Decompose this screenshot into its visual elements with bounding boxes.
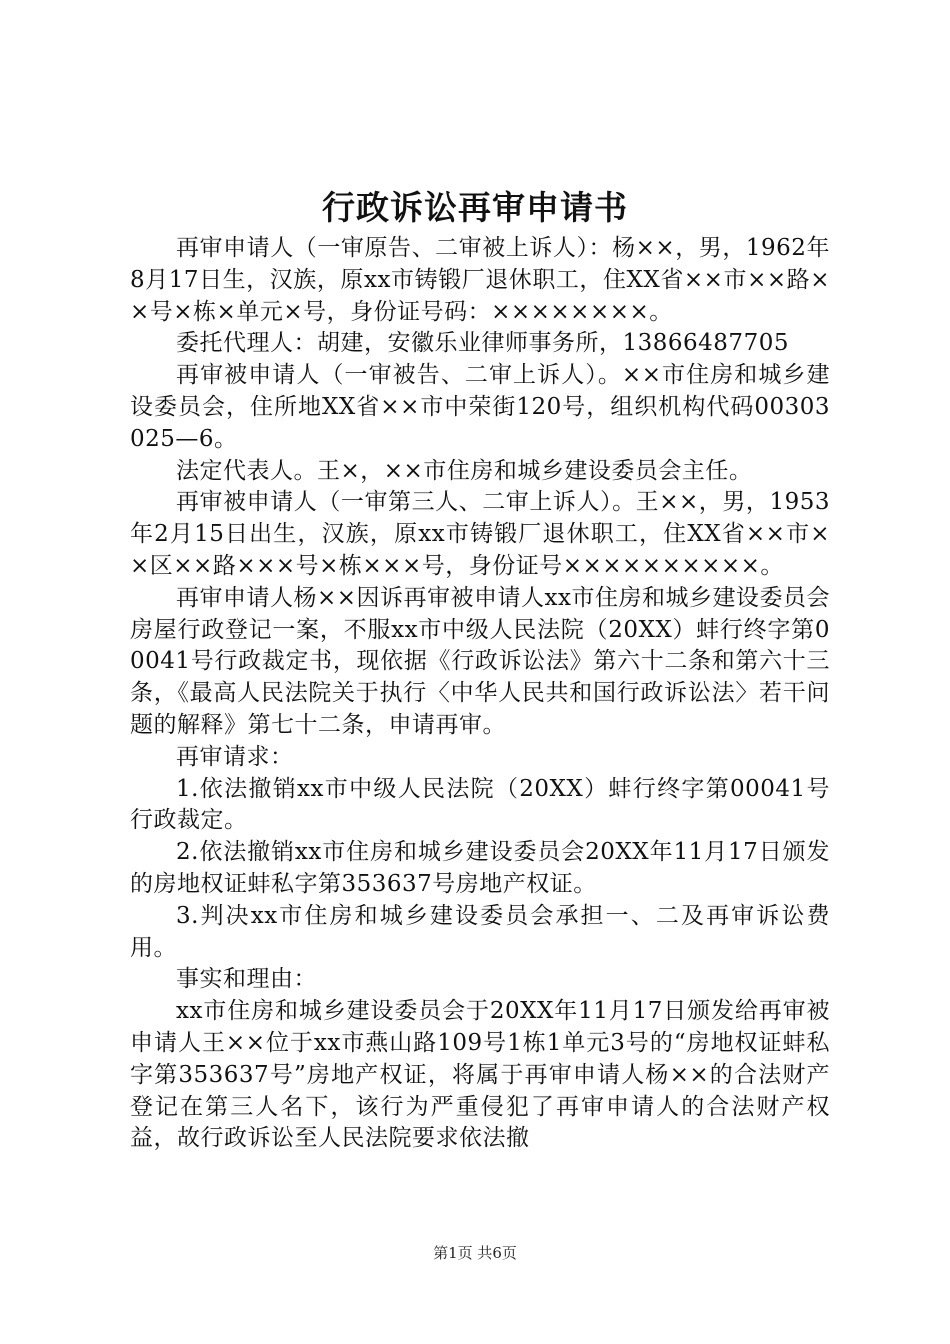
paragraph-respondent-1: 再审被申请人（一审被告、二审上诉人）。××市住房和城乡建设委员会，住所地XX省××市中荣街120号，组织机构代码00303025—6。: [130, 362, 830, 452]
heading-facts-and-reasons: 事实和理由：: [176, 966, 317, 993]
paragraph-facts: xx市住房和城乡建设委员会于20XX年11月17日颁发给再审被申请人王××位于xx市燕山路109号1栋1单元3号的“房地权证蚌私字第353637号”房地产权证，将属于再审申请人杨××的合法财产登记在第三人名下，该行为严重侵犯了再审申请人的合法财产权益，故行政诉讼至人民法院要求依法撤: [130, 998, 830, 1152]
request-item-2: 2.依法撤销xx市住房和城乡建设委员会20XX年11月17日颁发的房地权证蚌私字第353637号房地产权证。: [130, 839, 830, 897]
paragraph-applicant: 再审申请人（一审原告、二审被上诉人）：杨××，男，1962年8月17日生，汉族，原xx市铸锻厂退休职工，住XX省××市××路××号×栋×单元×号，身份证号码：××××××××。: [130, 235, 830, 325]
request-item-1: 1.依法撤销xx市中级人民法院（20XX）蚌行终字第00041号行政裁定。: [130, 775, 830, 834]
document-title: 行政诉讼再审申请书: [322, 188, 628, 227]
heading-requests: 再审请求：: [176, 743, 294, 770]
paragraph-legal-representative: 法定代表人。王×，××市住房和城乡建设委员会主任。: [176, 457, 753, 484]
paragraph-case-summary: 再审申请人杨××因诉再审被申请人xx市住房和城乡建设委员会房屋行政登记一案，不服xx市中级人民法院（20XX）蚌行终字第00041号行政裁定书，现依据《行政诉讼法》第六十二条和第六十三条，《最高人民法院关于执行〈中华人民共和国行政诉讼法〉若干问题的解释》第七十二条，申请再审。: [130, 584, 830, 738]
request-item-3: 3.判决xx市住房和城乡建设委员会承担一、二及再审诉讼费用。: [130, 902, 830, 961]
document-body: [130, 233, 830, 1155]
paragraph-respondent-2: 再审被申请人（一审第三人、二审上诉人）。王××，男，1953年2月15日出生，汉族，原xx市铸锻厂退休职工，住XX省××市××区××路×××号×栋×××号，身份证号××××××××××。: [130, 489, 830, 579]
page-number-footer: 第1页 共6页: [433, 1244, 517, 1262]
paragraph-agent: 委托代理人：胡建，安徽乐业律师事务所，13866487705: [176, 330, 789, 357]
